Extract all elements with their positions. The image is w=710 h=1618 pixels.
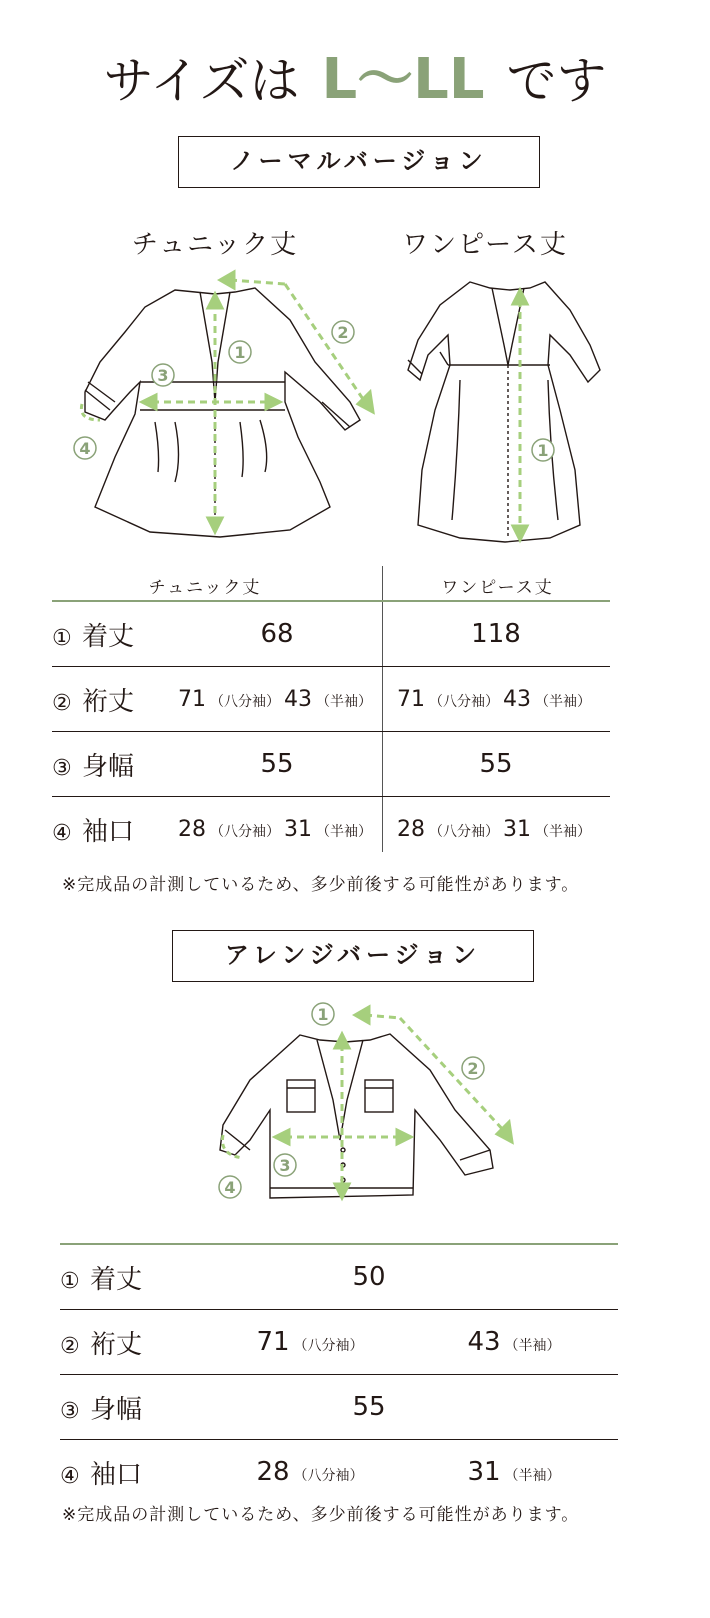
table-row (52, 797, 610, 862)
marker-4: 4 (79, 439, 91, 458)
table-row (60, 1440, 618, 1505)
marker-1: 1 (234, 343, 246, 362)
row-label: 袖口 (90, 1459, 143, 1490)
dress-value: 71 （八分袖） 43 （半袖） (382, 667, 610, 732)
dress-marker-1: 1 (537, 441, 549, 460)
title-suffix: です (506, 52, 607, 110)
value-b: 43 （半袖） (414, 1310, 618, 1375)
tunic-illustration (60, 262, 390, 552)
table-row (52, 732, 610, 797)
table-row (52, 667, 610, 732)
value-a: 71 （八分袖） (210, 1310, 414, 1375)
arrange-size-table (60, 1243, 618, 1504)
row-num: ③ (60, 1398, 80, 1424)
value-a: 28 （八分袖） (256, 1457, 364, 1487)
row-label: 身幅 (90, 1394, 143, 1425)
normal-note: ※完成品の計測しているため、多少前後する可能性があります。 (62, 875, 580, 895)
row-num: ② (52, 690, 72, 716)
table-row (52, 601, 610, 667)
row-label: 着丈 (82, 621, 135, 652)
row-num: ② (60, 1333, 80, 1359)
title-prefix: サイズは (103, 52, 300, 110)
row-num: ① (52, 625, 72, 651)
row-label: 裄丈 (82, 686, 135, 717)
dress-illustration (400, 270, 615, 555)
svg-text:4: 4 (224, 1178, 236, 1197)
value-b: 31 （半袖） (467, 1457, 561, 1487)
dress-value: 55 (382, 732, 610, 797)
row-num: ④ (60, 1463, 80, 1489)
tunic-value: 28 （八分袖） 31 （半袖） (178, 816, 372, 842)
row-label: 着丈 (90, 1264, 143, 1295)
tunic-value: 55 (172, 732, 382, 797)
dress-value: 28 （八分袖） 31 （半袖） (397, 816, 591, 842)
tunic-value: 68 (172, 601, 382, 667)
tunic-value: 71 （八分袖） 43 （半袖） (172, 667, 382, 732)
svg-text:3: 3 (279, 1156, 291, 1175)
normal-version-label: ノーマルバージョン (178, 136, 540, 188)
row-num: ④ (52, 820, 72, 846)
value: 50 (210, 1244, 618, 1310)
dress-caption: ワンピース丈 (402, 230, 568, 260)
normal-size-table (52, 600, 610, 861)
row-label: 裄丈 (90, 1329, 143, 1360)
row-num: ① (60, 1268, 80, 1294)
tunic-caption: チュニック丈 (131, 230, 299, 260)
value: 55 (210, 1375, 618, 1440)
title-size: L～LL (321, 47, 485, 112)
row-label: 袖口 (82, 816, 135, 847)
col-head-tunic: チュニック丈 (148, 578, 262, 598)
row-num: ③ (52, 755, 72, 781)
table-row (60, 1244, 618, 1310)
page-title (0, 40, 710, 121)
arrange-arrows (222, 1007, 512, 1198)
arrange-note: ※完成品の計測しているため、多少前後する可能性があります。 (62, 1505, 580, 1525)
arrange-version-label: アレンジバージョン (172, 930, 534, 982)
arrange-illustration (205, 1000, 525, 1215)
col-head-dress: ワンピース丈 (441, 578, 554, 598)
svg-text:1: 1 (317, 1005, 329, 1024)
row-label: 身幅 (82, 751, 135, 782)
marker-2: 2 (337, 323, 349, 342)
svg-text:2: 2 (467, 1059, 479, 1078)
table-row (60, 1310, 618, 1375)
marker-3: 3 (157, 366, 169, 385)
dress-value: 118 (382, 601, 610, 667)
table-row (60, 1375, 618, 1440)
